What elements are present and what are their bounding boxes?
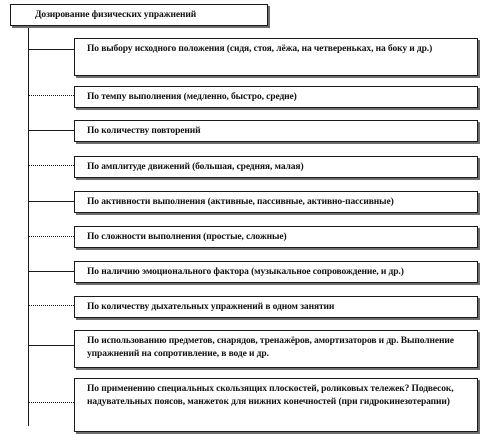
root-box [10, 4, 268, 26]
connector-branch [28, 95, 74, 96]
item-box-equipment [74, 330, 478, 368]
item-box-emotional-factor [74, 261, 478, 283]
connector-branch [28, 402, 74, 403]
root-label: Дозирование физических упражнений [35, 10, 197, 20]
item-label: По активности выполнения (активные, пассивные, активно-пассивные) [87, 197, 394, 207]
item-label: По количеству дыхательных упражнений в одном занятии [87, 302, 335, 312]
connector-branch [28, 130, 74, 131]
connector-branch [28, 305, 74, 306]
connector-branch [28, 236, 74, 237]
item-box-hydrokinesiotherapy [74, 378, 478, 432]
item-label: По темпу выполнения (медленно, быстро, средне) [87, 92, 297, 102]
connector-branch [28, 271, 74, 272]
item-box-breathing-exercises [74, 296, 478, 318]
item-label: По наличию эмоционального фактора (музыкальное сопровождение, и др.) [87, 267, 404, 277]
item-box-complexity [74, 226, 478, 248]
connector-spine [28, 28, 29, 426]
item-label: По применению специальных скользящих плоскостей, роликовых тележек? Подвесок, надувательных поясов, манжеток для нижних конечностей (при гидрокинезотерапии) [87, 384, 454, 407]
item-label: По использованию предметов, снарядов, тренажёров, амортизаторов и др. Выполнение упражнений на сопротивление, в воде и др. [87, 336, 454, 359]
connector-branch [28, 201, 74, 202]
item-box-starting-position [74, 38, 478, 76]
connector-branch [28, 165, 74, 166]
item-label: По выбору исходного положения (сидя, стоя, лёжа, на четвереньках, на боку и др.) [87, 44, 433, 54]
item-label: По сложности выполнения (простые, сложные) [87, 232, 287, 242]
item-box-amplitude [74, 156, 478, 178]
item-label: По амплитуде движений (большая, средняя, малая) [87, 162, 304, 172]
connector-branch [28, 49, 74, 50]
item-box-tempo [74, 86, 478, 108]
item-label: По количеству повторений [87, 126, 201, 136]
item-box-activity [74, 191, 478, 213]
item-box-repetitions [74, 120, 478, 142]
connector-branch [28, 345, 74, 346]
